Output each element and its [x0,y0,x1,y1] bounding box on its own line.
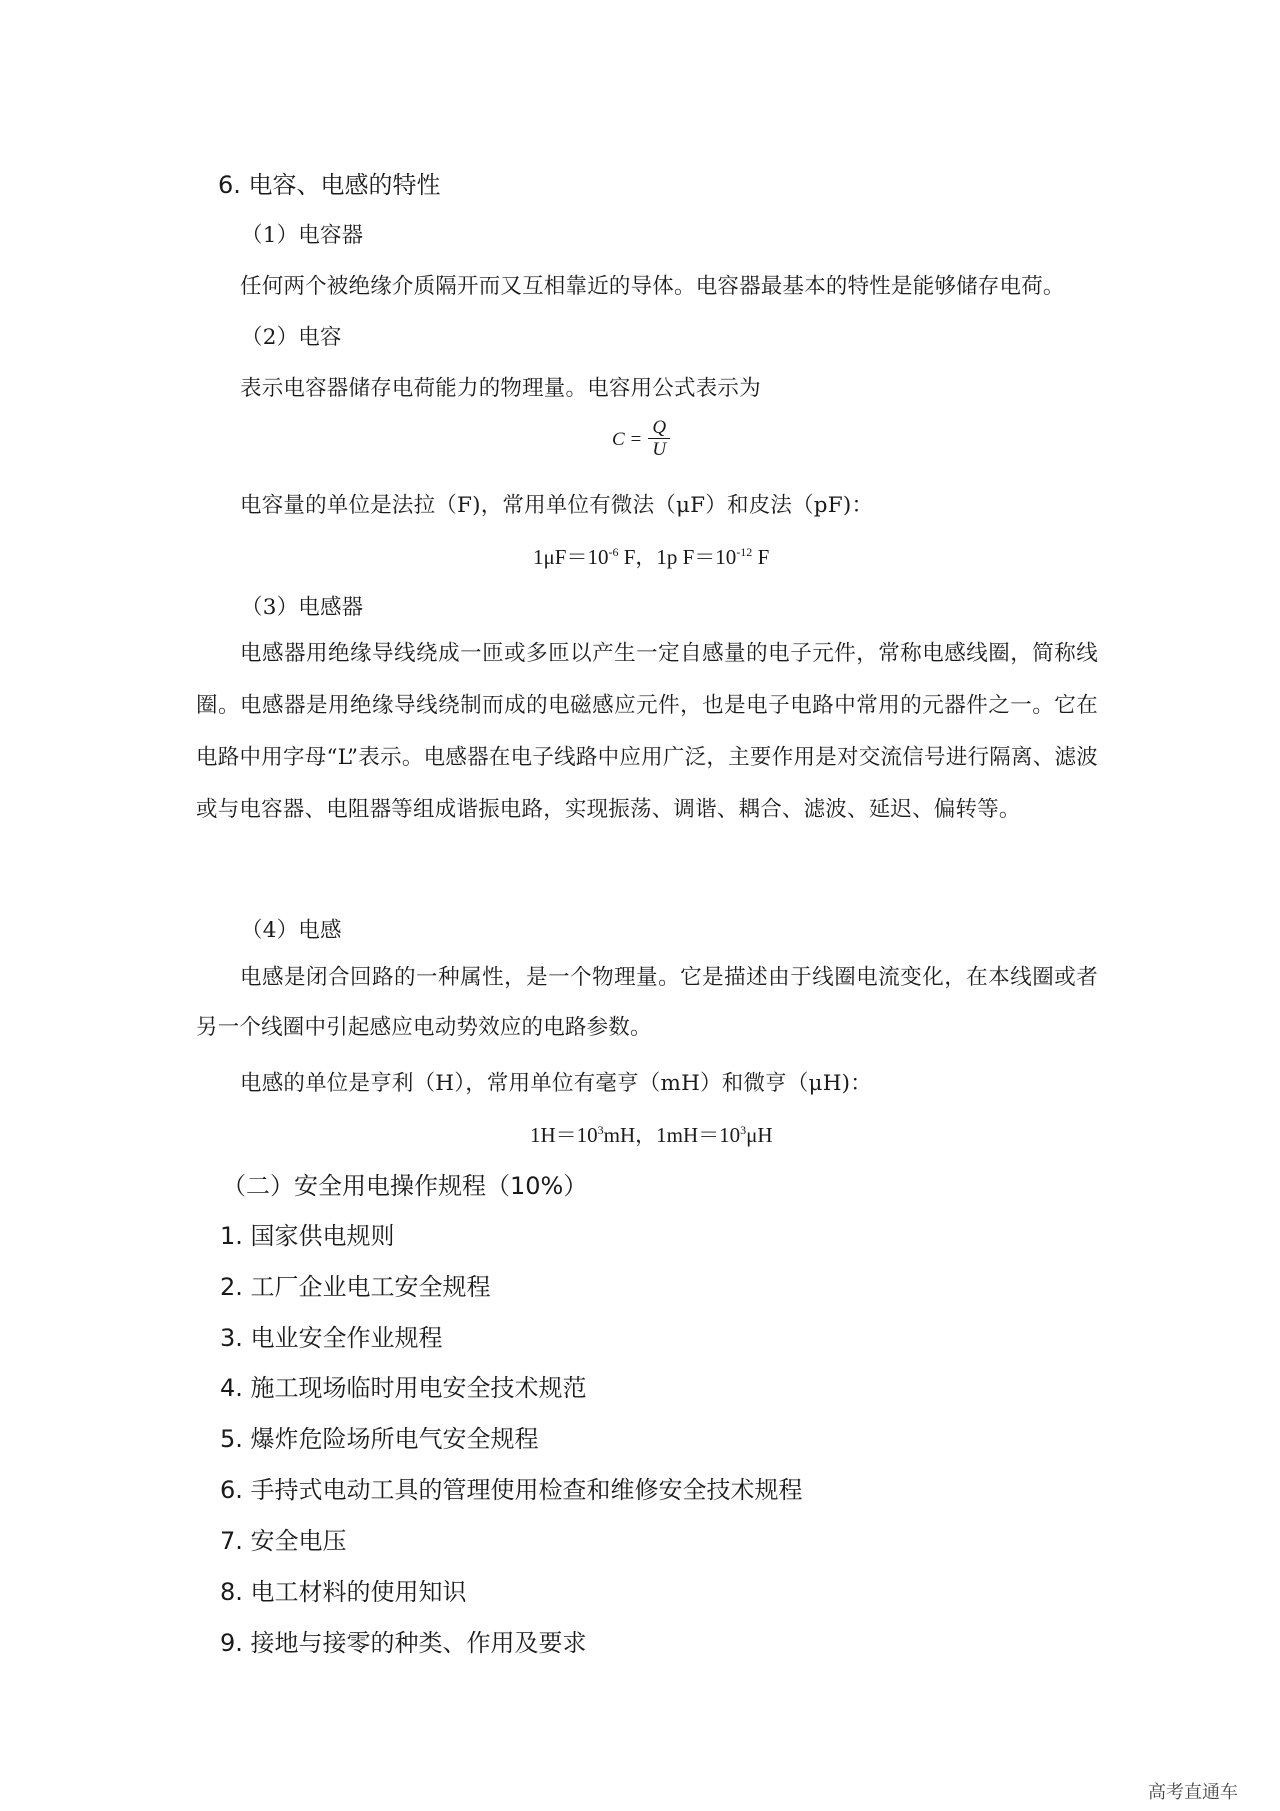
formula-part: mH，1mH＝10 [603,1123,741,1147]
list-item: 5. 爆炸危险场所电气安全规程 [220,1425,539,1453]
list-item: 3. 电业安全作业规程 [220,1324,443,1352]
formula-part: F，1p F＝10 [618,545,737,569]
section-heading: 6. 电容、电感的特性 [218,171,441,199]
capacitor-definition: 任何两个被绝缘介质隔开而又互相靠近的导体。电容器最基本的特性是能够储存电荷。 [240,274,1065,299]
list-item: 9. 接地与接零的种类、作用及要求 [220,1629,587,1657]
watermark: 高考直通车 [1148,1782,1238,1803]
subsection-title-inductance: （4）电感 [241,918,342,943]
list-item: 2. 工厂企业电工安全规程 [220,1273,491,1301]
list-item: 1. 国家供电规则 [220,1222,395,1250]
formula-exponent: -12 [736,545,753,559]
capacitance-unit-formula [533,541,769,571]
formula-part: 1H＝10 [530,1123,598,1147]
formula-lhs: C = [612,428,643,450]
formula-numerator: Q [652,417,667,438]
section-heading: （二）安全用电操作规程（10%） [222,1172,588,1200]
inductance-paragraph: 电感是闭合回路的一种属性，是一个物理量。它是描述由于线圈电流变化，在本线圈或者另一个线圈中引起感应电动势效应的电路参数。 [196,965,1098,1040]
list-item: 6. 手持式电动工具的管理使用检查和维修安全技术规程 [220,1476,803,1504]
capacitance-unit-text: 电容量的单位是法拉（F)，常用单位有微法（μF）和皮法（pF)： [240,493,874,518]
formula-exponent: -6 [608,545,619,559]
subsection-title-capacitor: （1）电容器 [241,223,364,248]
formula-exponent: 3 [740,1123,747,1137]
list-item: 8. 电工材料的使用知识 [220,1578,467,1606]
inductance-unit-text: 电感的单位是亨利（H），常用单位有毫亨（mH）和微亨（μH)： [240,1071,872,1096]
inductance-unit-formula [530,1119,773,1149]
formula-part: 1μF＝10 [533,545,609,569]
capacitance-formula [612,418,670,461]
formula-exponent: 3 [597,1123,604,1137]
subsection-title-capacitance: （2）电容 [241,325,342,350]
formula-denominator: U [652,439,667,460]
capacitance-definition: 表示电容器储存电荷能力的物理量。电容用公式表示为 [240,376,761,401]
formula-part: F [752,545,770,569]
inductor-paragraph: 电感器用绝缘导线绕成一匝或多匝以产生一定自感量的电子元件，常称电感线圈，简称线圈。电感器是用绝缘导线绕制而成的电磁感应元件，也是电子电路中常用的元器件之一。它在电路中用字母“L”表示。电感器在电子线路中应用广泛，主要作用是对交流信号进行隔离、滤波或与电容器、电阻器等组成谐振电路，实现振荡、调谐、耦合、滤波、延迟、偏转等。 [196,641,1098,822]
list-item: 4. 施工现场临时用电安全技术规范 [220,1374,587,1402]
formula-part: μH [746,1123,773,1147]
list-item: 7. 安全电压 [220,1527,347,1555]
subsection-title-inductor: （3）电感器 [241,595,364,620]
